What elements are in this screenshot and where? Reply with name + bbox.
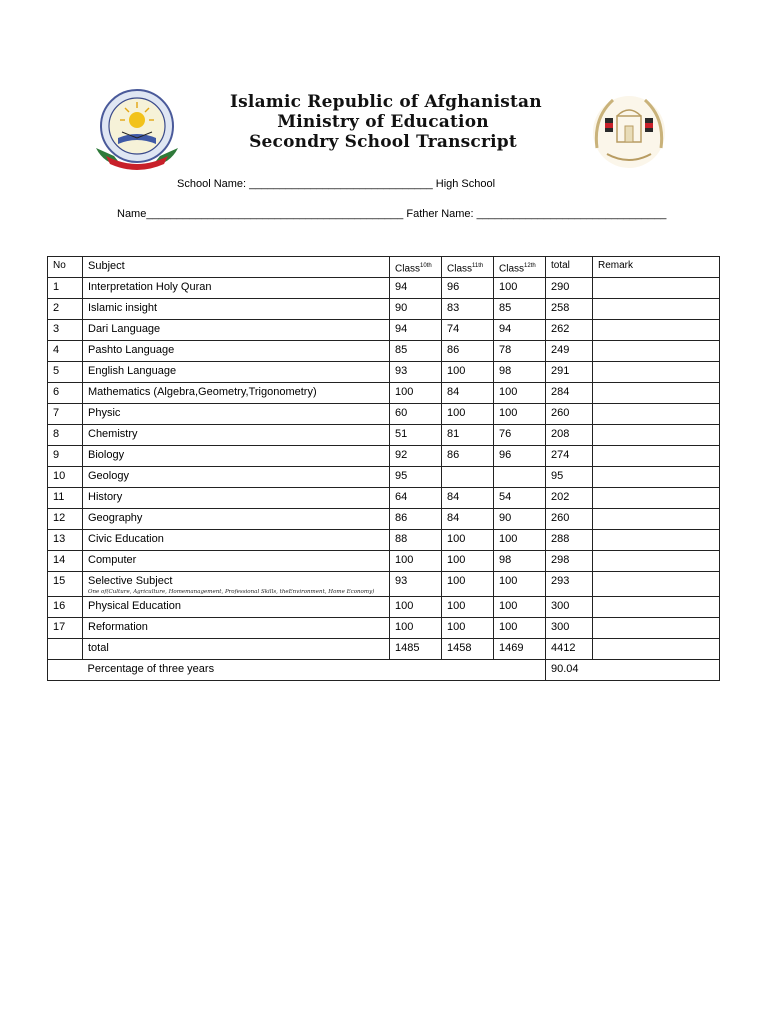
row-class-12: 100 <box>494 597 546 618</box>
row-remark <box>593 404 720 425</box>
row-total: 202 <box>546 488 593 509</box>
row-no: 2 <box>48 299 83 320</box>
row-class-12: 96 <box>494 446 546 467</box>
row-class-11 <box>442 467 494 488</box>
row-class-11: 81 <box>442 425 494 446</box>
row-no: 10 <box>48 467 83 488</box>
row-total: 291 <box>546 362 593 383</box>
row-subject <box>83 404 390 425</box>
row-class-12: 85 <box>494 299 546 320</box>
subject-name: Computer <box>88 554 137 566</box>
row-subject <box>83 299 390 320</box>
total-class-11: 1458 <box>442 639 494 660</box>
row-no: 1 <box>48 278 83 299</box>
row-remark <box>593 530 720 551</box>
row-subject <box>83 341 390 362</box>
row-total: 260 <box>546 404 593 425</box>
row-remark <box>593 383 720 404</box>
table-row <box>48 488 720 509</box>
row-remark <box>593 618 720 639</box>
row-no: 3 <box>48 320 83 341</box>
father-name-blank: _______________________________ <box>476 208 667 220</box>
percentage-value: 90.04 <box>546 660 720 681</box>
row-remark <box>593 509 720 530</box>
row-subject <box>83 320 390 341</box>
subject-name: Dari Language <box>88 323 161 335</box>
row-class-12: 100 <box>494 278 546 299</box>
school-suffix: High School <box>435 178 496 190</box>
subject-name: Interpretation Holy Quran <box>88 281 212 293</box>
table-row <box>48 278 720 299</box>
table-header-row <box>48 257 720 278</box>
row-class-12: 94 <box>494 320 546 341</box>
row-class-11: 100 <box>442 597 494 618</box>
row-no: 9 <box>48 446 83 467</box>
row-class-11: 84 <box>442 509 494 530</box>
national-emblem <box>583 88 675 178</box>
row-class-11: 100 <box>442 551 494 572</box>
row-no: 15 <box>48 572 83 597</box>
row-class-12: 100 <box>494 618 546 639</box>
row-class-10: 92 <box>390 446 442 467</box>
row-class-11: 96 <box>442 278 494 299</box>
row-subject <box>83 530 390 551</box>
row-class-10: 93 <box>390 572 442 597</box>
row-no: 4 <box>48 341 83 362</box>
header-total: total <box>546 257 593 278</box>
title-line-ministry: Ministry of Education <box>277 112 489 132</box>
row-remark <box>593 425 720 446</box>
header-subject: Subject <box>83 257 390 278</box>
row-total: 288 <box>546 530 593 551</box>
row-subject <box>83 467 390 488</box>
row-remark <box>593 572 720 597</box>
student-name-line <box>117 208 666 220</box>
row-class-10: 85 <box>390 341 442 362</box>
subject-name: Geography <box>88 512 143 524</box>
row-total: 290 <box>546 278 593 299</box>
row-class-10: 100 <box>390 597 442 618</box>
school-name-blank: ______________________________ <box>249 178 433 190</box>
subject-name: Physic <box>88 407 121 419</box>
row-class-10: 90 <box>390 299 442 320</box>
row-class-10: 94 <box>390 320 442 341</box>
row-class-10: 86 <box>390 509 442 530</box>
row-class-11: 86 <box>442 341 494 362</box>
row-total: 284 <box>546 383 593 404</box>
row-no: 12 <box>48 509 83 530</box>
row-subject <box>83 425 390 446</box>
row-remark <box>593 551 720 572</box>
row-class-12: 76 <box>494 425 546 446</box>
row-class-11: 100 <box>442 362 494 383</box>
table-row <box>48 618 720 639</box>
subject-name: Physical Education <box>88 600 181 612</box>
row-total: 300 <box>546 597 593 618</box>
subject-name: Selective Subject <box>88 575 173 587</box>
document-title <box>230 92 542 152</box>
grand-total: 4412 <box>546 639 593 660</box>
table-row <box>48 467 720 488</box>
row-remark <box>593 467 720 488</box>
row-total: 258 <box>546 299 593 320</box>
row-subject <box>83 446 390 467</box>
row-total: 208 <box>546 425 593 446</box>
row-subject <box>83 488 390 509</box>
row-class-10: 88 <box>390 530 442 551</box>
row-class-10: 93 <box>390 362 442 383</box>
row-remark <box>593 362 720 383</box>
row-subject <box>83 618 390 639</box>
subject-name: Biology <box>88 449 125 461</box>
row-total: 95 <box>546 467 593 488</box>
row-total: 262 <box>546 320 593 341</box>
subject-name: Reformation <box>88 621 148 633</box>
table-row <box>48 509 720 530</box>
ministry-education-emblem <box>92 86 182 172</box>
row-total: 260 <box>546 509 593 530</box>
subject-name: Pashto Language <box>88 344 175 356</box>
row-class-12: 54 <box>494 488 546 509</box>
row-class-10: 94 <box>390 278 442 299</box>
table-row <box>48 572 720 597</box>
table-row <box>48 404 720 425</box>
row-class-12: 78 <box>494 341 546 362</box>
row-class-12 <box>494 467 546 488</box>
row-class-10: 95 <box>390 467 442 488</box>
total-class-10: 1485 <box>390 639 442 660</box>
name-blank: __________________________________________ <box>146 208 404 220</box>
table-row <box>48 446 720 467</box>
row-class-12: 100 <box>494 404 546 425</box>
row-no: 14 <box>48 551 83 572</box>
subject-name: Civic Education <box>88 533 164 545</box>
row-subject <box>83 572 390 597</box>
table-row <box>48 425 720 446</box>
header-class-12: Class$^{12th}$ <box>494 257 546 278</box>
row-remark <box>593 320 720 341</box>
title-line-transcript: Secondry School Transcript <box>249 132 517 152</box>
row-class-11: 86 <box>442 446 494 467</box>
subject-note: One of(Culture, Agriculture, Homemanagement, Professional Skills, theEnvironment, Home Economy) <box>88 589 375 595</box>
subject-name: History <box>88 491 123 503</box>
header-class-11: Class$^{11th}$ <box>442 257 494 278</box>
school-name-line <box>177 178 495 190</box>
row-no: 7 <box>48 404 83 425</box>
row-class-12: 98 <box>494 551 546 572</box>
row-class-12: 100 <box>494 530 546 551</box>
row-subject <box>83 383 390 404</box>
row-class-11: 100 <box>442 530 494 551</box>
row-class-12: 90 <box>494 509 546 530</box>
table-row <box>48 341 720 362</box>
row-no: 17 <box>48 618 83 639</box>
row-total: 298 <box>546 551 593 572</box>
row-total: 249 <box>546 341 593 362</box>
row-class-10: 51 <box>390 425 442 446</box>
row-class-11: 100 <box>442 404 494 425</box>
row-total: 274 <box>546 446 593 467</box>
name-label: Name <box>117 208 147 220</box>
row-subject <box>83 597 390 618</box>
subject-name: English Language <box>88 365 177 377</box>
percentage-row <box>48 660 720 681</box>
table-row <box>48 383 720 404</box>
subject-name: Geology <box>88 470 129 482</box>
header-no: No <box>48 257 83 278</box>
row-no: 16 <box>48 597 83 618</box>
table-row <box>48 551 720 572</box>
row-subject <box>83 278 390 299</box>
table-row <box>48 597 720 618</box>
row-remark <box>593 446 720 467</box>
row-remark <box>593 488 720 509</box>
row-remark <box>593 299 720 320</box>
row-remark <box>593 597 720 618</box>
row-remark <box>593 341 720 362</box>
table-row <box>48 530 720 551</box>
row-class-12: 100 <box>494 572 546 597</box>
row-remark <box>593 278 720 299</box>
row-no: 8 <box>48 425 83 446</box>
row-class-11: 74 <box>442 320 494 341</box>
row-class-11: 100 <box>442 572 494 597</box>
row-class-11: 84 <box>442 488 494 509</box>
row-class-10: 60 <box>390 404 442 425</box>
row-no: 11 <box>48 488 83 509</box>
row-class-10: 100 <box>390 618 442 639</box>
row-no: 13 <box>48 530 83 551</box>
father-name-label: Father Name: <box>406 208 474 220</box>
row-subject <box>83 509 390 530</box>
row-no: 6 <box>48 383 83 404</box>
row-total: 293 <box>546 572 593 597</box>
total-row <box>48 639 720 660</box>
subject-name: Mathematics (Algebra,Geometry,Trigonometry) <box>88 386 317 398</box>
row-class-10: 100 <box>390 383 442 404</box>
row-class-11: 84 <box>442 383 494 404</box>
school-name-label: School Name: <box>177 178 247 190</box>
header-remark: Remark <box>593 257 720 278</box>
row-class-11: 100 <box>442 618 494 639</box>
transcript-table <box>47 256 720 681</box>
row-class-10: 100 <box>390 551 442 572</box>
row-subject <box>83 551 390 572</box>
total-label: total <box>83 639 390 660</box>
row-subject <box>83 362 390 383</box>
row-class-12: 98 <box>494 362 546 383</box>
total-class-12: 1469 <box>494 639 546 660</box>
row-class-10: 64 <box>390 488 442 509</box>
subject-name: Chemistry <box>88 428 138 440</box>
table-row <box>48 362 720 383</box>
row-class-12: 100 <box>494 383 546 404</box>
table-row <box>48 320 720 341</box>
header-class-10: Class$^{10th}$ <box>390 257 442 278</box>
title-line-country: Islamic Republic of Afghanistan <box>230 92 542 112</box>
row-class-11: 83 <box>442 299 494 320</box>
percentage-label: Percentage of three years <box>83 660 546 681</box>
subject-name: Islamic insight <box>88 302 158 314</box>
row-no: 5 <box>48 362 83 383</box>
row-total: 300 <box>546 618 593 639</box>
table-row <box>48 299 720 320</box>
